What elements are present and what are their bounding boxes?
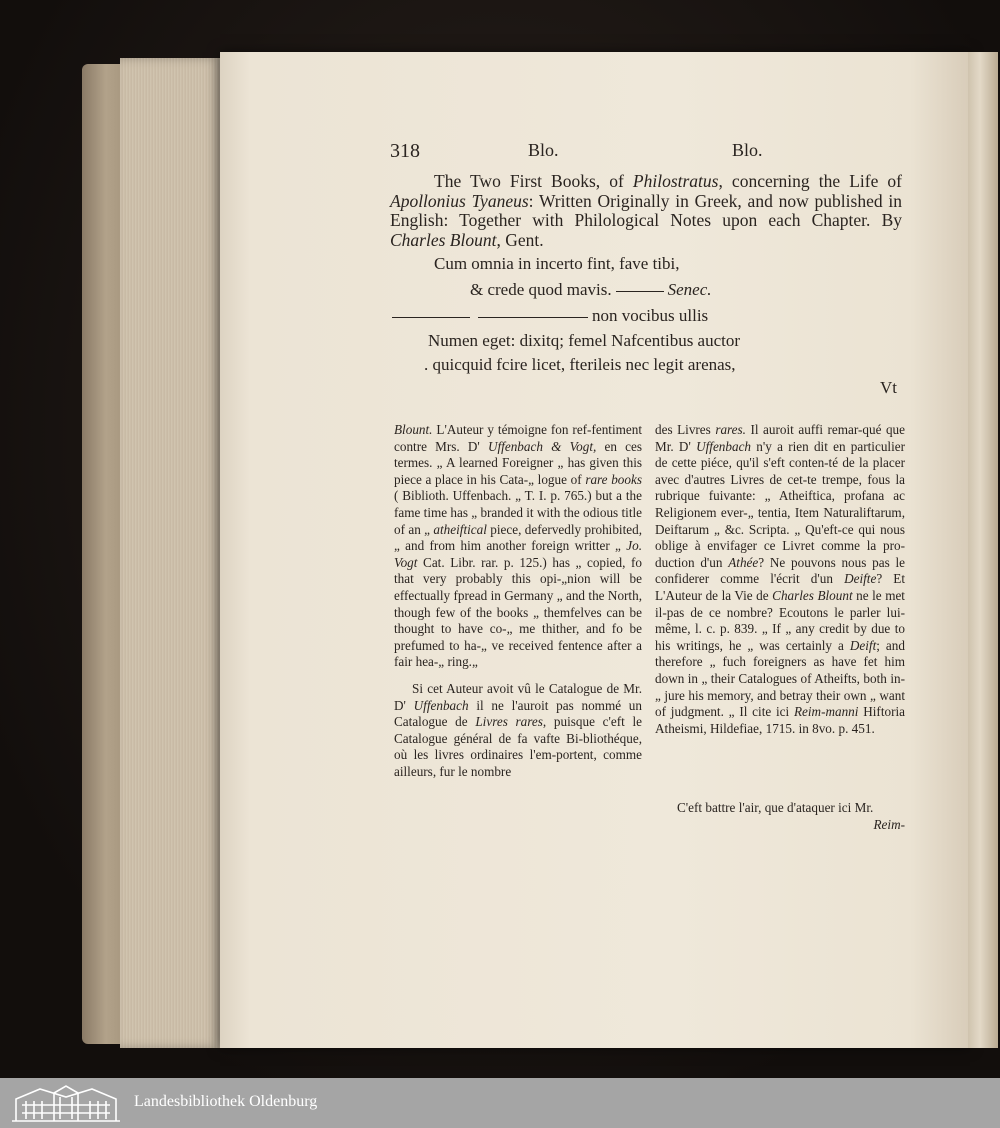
footnote-paragraph: Si cet Auteur avoit vû le Catalogue de Mr. D' Uffenbach il ne l'auroit pas nommé un Catalogue de Livres rares, puisque c'eft le Catalogue général de fa vafte Bi-bliothéque, où les livres ordinaires l'em-portent, comme ailleurs, fur le nombre [394,680,642,779]
verse-line-3: non vocibus ullis [392,306,708,326]
running-head-right: Blo. [732,140,763,160]
title-entry: The Two First Books, of Philostratus, concerning the Life of Apollonius Tyaneus: Written Originally in Greek, and now published in English: Together with Philological Notes upon each Chapter. By Charles Blount, Gent. [390,171,902,250]
footnote-right-closing: C'eft battre l'air, que d'ataquer ici Mr. Reim- [677,800,905,832]
facing-page-edge [968,52,998,1048]
footnote-paragraph: Blount. L'Auteur y témoigne fon ref-fentiment contre Mrs. D' Uffenbach & Vogt, en ces termes. „ A learned Foreigner „ has given this piece a place in his Cata-„ logue of rare books ( Biblioth. Uffenbach. „ T. I. p. 765.) but a the fame time has „ branded it with the odious title of an „ atheiftical piece, defervedly prohibited, „ and from him another foreign writter „ Jo. Vogt Cat. Libr. rar. p. 125.) has „ copied, fo that very probably this opi-„nion will be effectually fpread in Germany „ and the North, though few of the books „ themfelves can be thought to have co-„ me thither, and fo be prefumed to ha-„ ve received fentence after a fair hea-„ ring.„ [394,422,642,670]
verse-line-4: Numen eget: dixitq; femel Nafcentibus auctor [428,331,741,350]
page-number: 318 [390,140,420,162]
catchword: Vt [880,378,897,397]
verse-line-5: . quicquid fcire licet, fterileis nec legit arenas, [424,355,736,374]
page-edges [120,58,222,1048]
library-building-icon [10,1083,122,1123]
running-head-left: Blo. [528,140,559,160]
verse-line-2: & crede quod mavis. Senec. [470,280,712,299]
library-name: Landesbibliothek Oldenburg [134,1093,318,1110]
footnote-right-column [655,422,905,737]
verse-line-1: Cum omnia in incerto fint, fave tibi, [434,254,680,273]
footnote-left-column [394,422,642,780]
footnote-paragraph: des Livres rares. Il auroit auffi remar-qué que Mr. D' Uffenbach n'y a rien dit en particulier de cette piéce, qu'il s'eft conten-té de la placer avec d'autres Livres de cet-te trempe, fous la rubrique fuivante: „ Atheiftica, profana ac Religionem ever-„ tentia, Item Naturaliftarum, Deiftarum „ &c. Scripta. „ Qu'eft-ce qui nous oblige à envifager ce Livret comme la pro-duction d'un Athée? Ne pouvons nous pas le confiderer comme l'écrit d'un Deifte? Et L'Auteur de la Vie de Charles Blount ne le met il-pas de ce nombre? Ecoutons le parler lui-même, l. c. p. 839. „ If „ any credit by due to his writings, he „ was certainly a Deift; and therefore „ fuch foreigners as have fet him down in „ their Catalogues of Atheifts, both in-„ jure his memory, and betray their own „ want of judgment. „ Il cite ici Reim-manni Hiftoria Atheismi, Hildefiae, 1715. in 8vo. p. 451. [655,422,905,736]
